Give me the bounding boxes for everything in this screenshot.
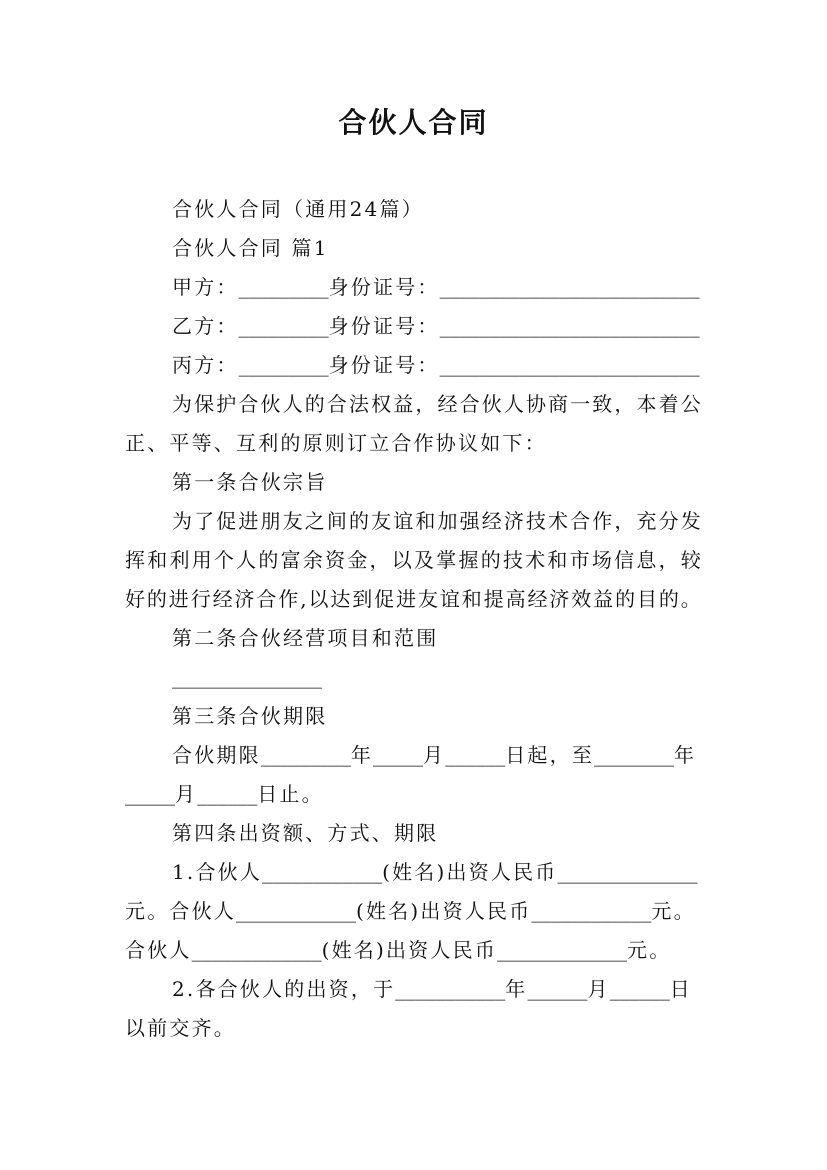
article-4-clause-1-line [125,892,702,931]
clause-text: (姓名)出资人民币 [356,899,532,923]
term-text: 月 [423,743,446,767]
year-blank: _________ [260,743,351,767]
year-blank: ________ [594,743,675,767]
year-blank: ___________ [395,977,506,1001]
document-body [125,190,702,1048]
article-4-clause-1-line [125,931,702,970]
clause-text: 2.各合伙人的出资，于 [172,977,396,1001]
amount-blank: ____________ [531,899,652,923]
article-1-text-line: 为了促进朋友之间的友谊和加强经济技术合作，充分发 [172,509,702,533]
party-c-line [125,346,702,385]
id-label: 身份证号： [328,275,440,299]
article-1-text-line: 好的进行经济合作,以达到促进友谊和提高经济效益的目的。 [125,587,702,611]
day-blank: ______ [445,743,506,767]
document-title: 合伙人合同 [338,106,489,139]
preamble-line: 为保护合伙人的合法权益，经合伙人协商一致，本着公 [172,392,702,416]
id-label: 身份证号： [328,314,440,338]
clause-text: (姓名)出资人民币 [321,938,498,962]
month-blank: _____ [125,782,175,806]
month-blank: ______ [527,977,588,1001]
article-3-term-line [125,775,702,814]
clause-text: 月 [587,977,610,1001]
article-3-term-line [125,736,702,775]
id-label: 身份证号： [328,353,440,377]
document-subheading: 合伙人合同 篇1 [172,236,329,260]
party-b-line [125,307,702,346]
clause-text: 年 [505,977,528,1001]
partner-name-blank: ____________ [236,899,356,923]
party-label: 乙方： [172,314,239,338]
term-text: 月 [175,782,198,806]
article-4-clause-1-line [125,853,702,892]
day-blank: ______ [609,977,670,1001]
clause-text: 日 [669,977,692,1001]
month-blank: _____ [373,743,424,767]
article-4-clause-2-line [125,970,702,1009]
amount-blank: _____________ [497,938,628,962]
name-blank: _________ [238,314,329,338]
party-label: 甲方： [172,275,239,299]
party-label: 丙方： [172,353,239,377]
term-text: 日起，至 [505,743,595,767]
term-text: 合伙期限 [172,743,261,767]
day-blank: ______ [197,782,258,806]
name-blank: _________ [238,275,329,299]
article-4-clause-2-line [125,1009,702,1048]
article-2-heading: 第二条合伙经营项目和范围 [172,626,439,650]
clause-text: 元。 [627,938,672,962]
clause-text: 以前交齐。 [125,1016,236,1040]
amount-blank: ______________ [557,860,698,884]
article-4-heading: 第四条出资额、方式、期限 [172,821,439,845]
clause-text: 元。合伙人 [125,899,236,923]
partner-name-blank: ____________ [262,860,383,884]
preamble-line: 正、平等、互利的原则订立合作协议如下： [125,431,547,455]
name-blank: _________ [238,353,329,377]
scope-blank: _______________ [172,665,322,689]
article-3-heading: 第三条合伙期限 [172,704,328,728]
term-text: 年 [350,743,374,767]
term-text: 日止。 [257,782,324,806]
article-1-heading: 第一条合伙宗旨 [172,470,328,494]
party-a-line [125,268,702,307]
article-1-text-line: 挥和利用个人的富余资金，以及掌握的技术和市场信息，较 [125,548,702,572]
id-blank: __________________________ [439,275,700,299]
clause-text: 1.合伙人 [172,860,263,884]
document-heading: 合伙人合同（通用24篇） [172,197,424,221]
article-2-blank-line [125,658,702,697]
partner-name-blank: _____________ [191,938,322,962]
clause-text: 元。 [651,899,696,923]
id-blank: __________________________ [439,314,700,338]
id-blank: __________________________ [439,353,700,377]
term-text: 年 [674,743,697,767]
clause-text: (姓名)出资人民币 [382,860,558,884]
clause-text: 合伙人 [125,938,192,962]
